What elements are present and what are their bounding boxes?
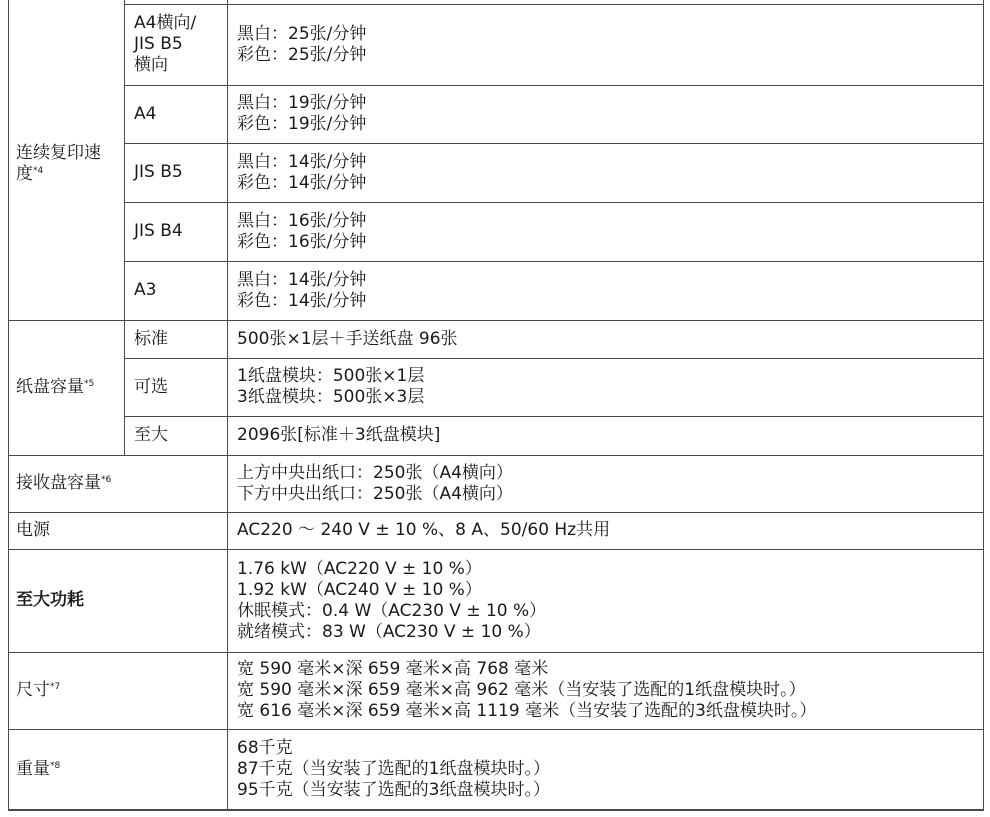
copy-speed-label-text-2: 度: [16, 164, 33, 184]
size-label: JIS B5: [134, 34, 183, 54]
max-power-value: [237, 549, 977, 652]
copy-speed-size-a3: [134, 261, 224, 320]
output-tray-value: [237, 455, 977, 512]
dimensions-label: [16, 652, 221, 729]
speed-color: 彩色：19张/分钟: [237, 114, 367, 134]
tray-capacity-label: [16, 320, 124, 455]
speed-bw: 黑白：14张/分钟: [237, 151, 367, 172]
copy-speed-value-a4l: [237, 4, 977, 85]
dimensions-line: 宽 590 毫米×深 659 毫米×高 962 毫米（当安装了选配的1纸盘模块时。）: [237, 680, 806, 700]
copy-speed-size-b4: [134, 202, 224, 261]
speed-bw: 黑白：19张/分钟: [237, 93, 367, 113]
size-label: JIS B4: [134, 221, 183, 241]
output-tray-line: 下方中央出纸口：250张（A4横向）: [237, 483, 513, 504]
tray-value-max: [237, 416, 977, 455]
tray-option-max: [134, 416, 224, 455]
option-label: 至大: [134, 425, 168, 445]
output-tray-label-text: 接收盘容量: [16, 473, 101, 493]
tray-option-standard: [134, 320, 224, 358]
copy-speed-size-a4: [134, 85, 224, 143]
copy-speed-value-b4: [237, 202, 977, 261]
power-line: AC220 ～ 240 V ± 10 %、8 A、50/60 Hz共用: [237, 520, 611, 540]
footnote-mark: *4: [33, 166, 44, 176]
footnote-mark: *7: [50, 682, 61, 692]
speed-color: 彩色：25张/分钟: [237, 44, 367, 65]
speed-color: 彩色：14张/分钟: [237, 290, 367, 311]
footnote-mark: *5: [84, 379, 95, 389]
copy-speed-size-b5: [134, 143, 224, 202]
footnote-mark: *8: [50, 760, 61, 771]
dimensions-value: [237, 652, 977, 729]
table-left-border: [8, 0, 9, 810]
copy-speed-value-a3: [237, 261, 977, 320]
weight-value: [237, 729, 977, 809]
table-right-border: [983, 0, 984, 810]
dimensions-line: 宽 616 毫米×深 659 毫米×高 1119 毫米（当安装了选配的3纸盘模块时。）: [237, 701, 817, 721]
tray-value-line: 1纸盘模块：500张×1层: [237, 366, 425, 386]
max-power-label: [16, 549, 221, 652]
weight-label: [16, 729, 221, 809]
table-bottom-border: [8, 809, 984, 811]
option-label: 可选: [134, 376, 168, 397]
column-divider-value: [227, 0, 228, 810]
size-label: A4横向/: [134, 13, 197, 33]
option-label: 标准: [134, 328, 168, 349]
power-label: [16, 512, 221, 549]
power-value: [237, 512, 977, 549]
copy-speed-label-text: 连续复印速: [16, 143, 101, 163]
weight-line: 68千克: [237, 737, 293, 758]
copy-speed-size-a4l: [134, 4, 224, 85]
footnote-mark: *6: [101, 475, 112, 485]
weight-label-text: 重量: [16, 758, 50, 779]
speed-bw: 黑白：16张/分钟: [237, 210, 367, 231]
copy-speed-value-b5: [237, 143, 977, 202]
power-label-text: 电源: [16, 520, 50, 540]
dimensions-label-text: 尺寸: [16, 680, 50, 700]
max-power-line: 1.92 kW（AC240 V ± 10 %）: [237, 579, 482, 600]
max-power-line: 就绪模式：83 W（AC230 V ± 10 %）: [237, 621, 541, 642]
copy-speed-label: [16, 143, 124, 183]
tray-option-optional: [134, 358, 224, 416]
dimensions-line: 宽 590 毫米×深 659 毫米×高 768 毫米: [237, 659, 549, 679]
speed-color: 彩色：14张/分钟: [237, 172, 367, 193]
tray-value-standard: [237, 320, 977, 358]
size-label: A3: [134, 280, 157, 300]
copy-speed-value-a4: [237, 85, 977, 143]
size-label: JIS B5: [134, 162, 183, 182]
tray-value-line: 3纸盘模块：500张×3层: [237, 387, 425, 407]
tray-value-line: 2096张[标准＋3纸盘模块]: [237, 425, 441, 445]
column-divider-sub: [124, 0, 125, 455]
max-power-line: 休眠模式：0.4 W（AC230 V ± 10 %）: [237, 600, 547, 621]
output-tray-label: [16, 455, 221, 512]
tray-capacity-label-text: 纸盘容量: [16, 377, 84, 397]
tray-value-optional: [237, 358, 977, 416]
speed-bw: 黑白：14张/分钟: [237, 269, 367, 290]
weight-line: 95千克（当安装了选配的3纸盘模块时。）: [237, 779, 550, 800]
size-label: A4: [134, 103, 157, 124]
speed-color: 彩色：16张/分钟: [237, 231, 367, 252]
tray-value-line: 500张×1层＋手送纸盘 96张: [237, 328, 458, 349]
size-label: 横向: [134, 55, 168, 75]
weight-line: 87千克（当安装了选配的1纸盘模块时。）: [237, 758, 550, 779]
max-power-label-text: 至大功耗: [16, 590, 84, 610]
speed-bw: 黑白：25张/分钟: [237, 23, 367, 44]
max-power-line: 1.76 kW（AC220 V ± 10 %）: [237, 558, 482, 579]
output-tray-line: 上方中央出纸口：250张（A4横向）: [237, 462, 513, 483]
